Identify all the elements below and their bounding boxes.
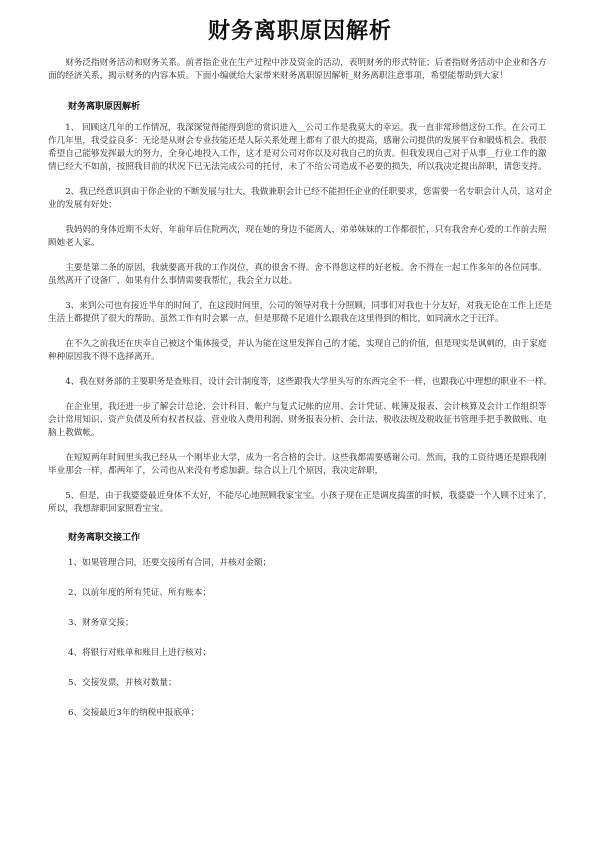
reason-paragraph: 1、 回顾这几年的工作情况，我深深觉得能得到您的赏识进入__公司工作是我莫大的幸运。我一直非常珍惜这份工作。在公司工作几年里，我受益良多：无论是从财会专业技能还是人际关系处理上都有了很大的提高，感谢公司提供的发展平台和锻炼机会。我很希望自己能够发挥最大的努力，全身心地投入工作，这才是对公司对你以及对我自己的负责。但我发现自己对于从事__行业工作的激情已经大不如前，按照我目前的状况下已无法完成公司的托付，未了不给公司造成不必要的损失，所以我决定提出辞职，请您支持。 <box>48 123 547 172</box>
reason-paragraph: 5、但是，由于我婆婆最近身体不太好，不能尽心地照顾我家宝宝。小孩子现在正是调皮捣蛋的时候，我婆婆一个人顾不过来了，所以，我想辞职回家照看宝宝。 <box>48 491 552 514</box>
document-title: 财务离职原因解析 <box>207 19 392 44</box>
handover-list-item: 6、交接最近3年的纳税申报底单； <box>68 708 200 718</box>
reason-paragraph: 在不久之前我还在庆幸自己被这个集体接受，并认为能在这里发挥自己的才能，实现自己的价值，但是现实是讽刺的，由于家庭种种原因我不得不选择离开。 <box>48 339 547 362</box>
handover-list-item: 1、如果管理合同，还要交接所有合同，并核对金额； <box>68 558 272 568</box>
handover-list-item: 3、财务章交接； <box>68 618 134 628</box>
handover-list-item: 2、以前年度的所有凭证、所有账本； <box>68 588 211 598</box>
section-heading-handover: 财务离职交接工作 <box>68 533 141 543</box>
intro-paragraph: 财务泛指财务活动和财务关系。前者指企业在生产过程中涉及资金的活动，表明财务的形式特征；后者指财务活动中企业和各方面的经济关系，揭示财务的内容本质。下面小编就给大家带来财务离职原因解析_财务离职注意事项，希望能帮助到大家！ <box>48 58 547 81</box>
handover-list-item: 5、交接发票，并核对数量； <box>68 678 177 688</box>
reason-paragraph: 4、我在财务部的主要职务是查账目，设计会计制度等，这些跟我大学里头写的东西完全不一样，也跟我心中理想的职业不一样。 <box>65 377 552 387</box>
reason-paragraph: 我妈妈的身体近期不太好，年前年后住院两次，现在她的身边不能离人，弟弟妹妹的工作都很忙，只有我舍弃心爱的工作前去照顾她老人家。 <box>48 225 547 248</box>
handover-list-item: 4、将银行对账单和账目上进行核对； <box>68 648 211 658</box>
reason-paragraph: 2、我已经意识到由于你企业的不断发展与壮大，我做兼职会计已经不能担任企业的任职要求，您需要一名专职会计人员，这对企业的发展有好处； <box>48 187 552 210</box>
reason-paragraph: 在企业里，我还进一步了解会计总论、会计科目、帐户与复式记帐的应用、会计凭证、帐簿及报表、会计核算及会计工作组织等会计常用知识、资产负债及所有权者权益、营业收入费用利润、财务报表分析、会计法、税收法规及税收征书管理手把手教做账、电脑上教做帐。 <box>48 402 547 438</box>
reason-paragraph: 在短短两年时间里头我已经从一个刚毕业大学，成为一名合格的会计。这些我都需要感谢公司。然而，我的工资待遇还是跟我刚毕业那会一样，都两年了，公司也从来没有考虑加薪。综合以上几个原因，我决定辞职， <box>48 453 547 476</box>
section-heading-reasons: 财务离职原因解析 <box>68 102 141 112</box>
reason-paragraph: 3、来到公司也有接近半年的时间了，在这段时间里，公司的领导对我十分照顾，同事们对我也十分友好，对我无论在工作上还是生活上都提供了很大的帮助。虽然工作有时会累一点，但是那微不足道什么跟我在这里得到的相比，如同滴水之于汪洋。 <box>48 301 552 324</box>
reason-paragraph: 主要是第二条的原因，我就要离开我的工作岗位，真的很舍不得。舍不得您这样的好老板。舍不得在一起工作多年的各位同事。虽然离开了设备厂，如果有什么事情需要我帮忙，我会全力以赴。 <box>48 263 547 286</box>
